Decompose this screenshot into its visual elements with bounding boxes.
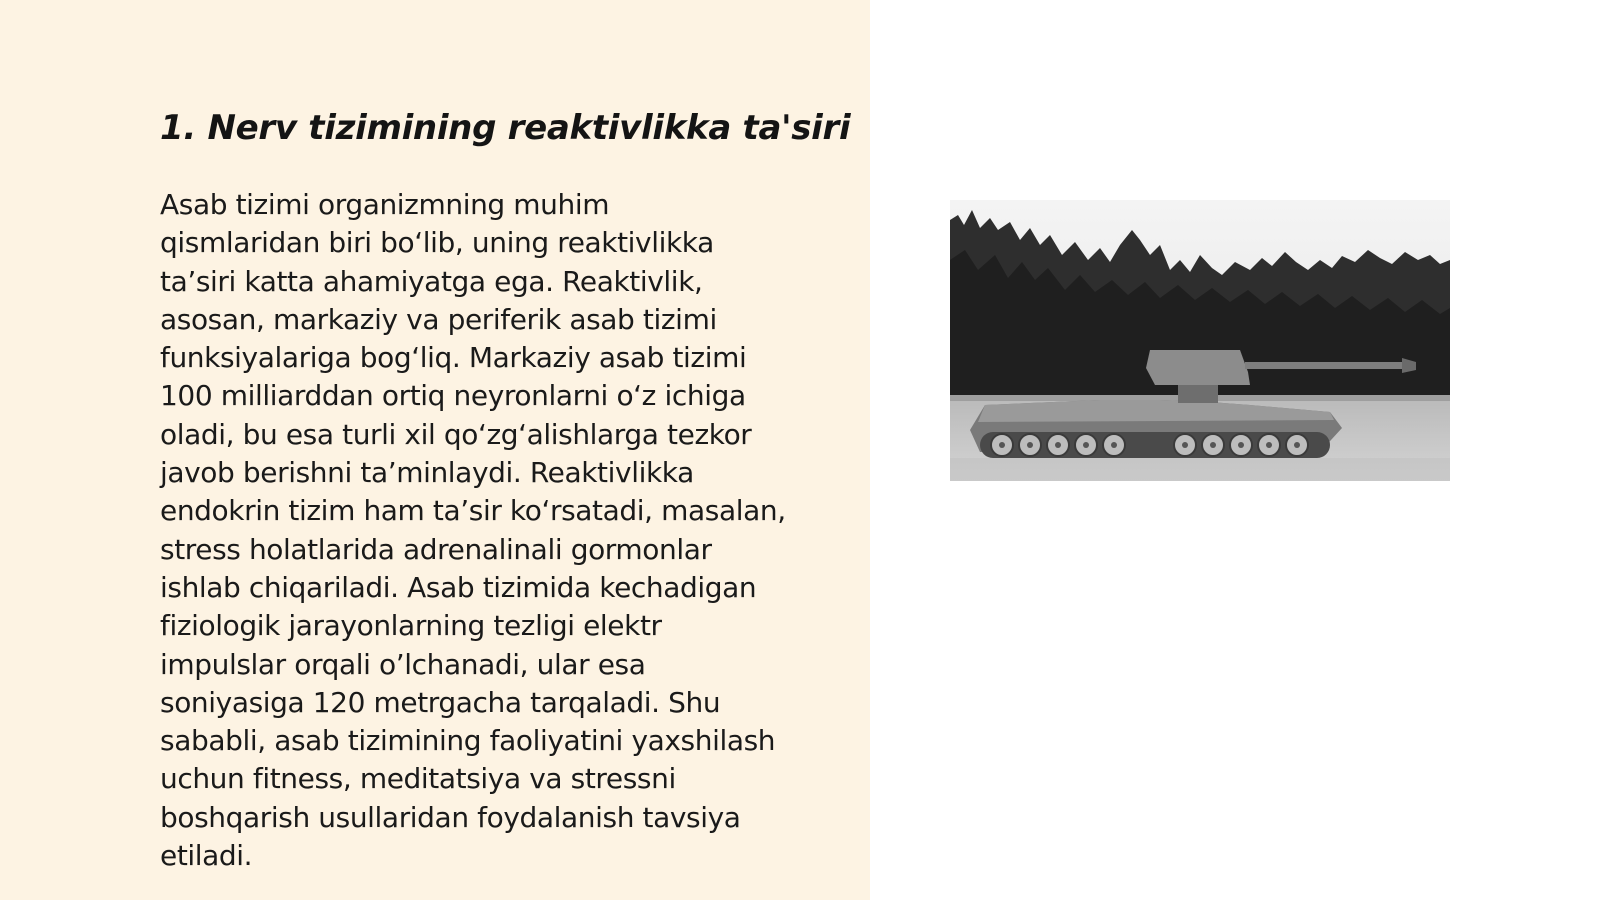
body-line: sababli, asab tizimining faoliyatini yaxshilash xyxy=(160,724,776,758)
tank-photo xyxy=(950,200,1450,481)
body-line: javob berishni ta’minlaydi. Reaktivlikka xyxy=(160,456,694,490)
body-line: Asab tizimi organizmning muhim xyxy=(160,188,610,221)
body-line: asosan, markaziy va periferik asab tizimi xyxy=(160,302,717,336)
body-line: qismlaridan biri bo‘lib, uning reaktivlikka xyxy=(160,226,714,260)
body-line: ishlab chiqariladi. Asab tizimida kechadigan xyxy=(160,570,757,604)
body-line: endokrin tizim ham ta’sir ko‘rsatadi, masalan, xyxy=(160,494,786,528)
slide-body-text xyxy=(160,186,850,875)
body-line: stress holatlarida adrenalinali gormonlar xyxy=(160,532,712,566)
body-line: oladi, bu esa turli xil qo‘zg‘alishlarga tezkor xyxy=(160,417,752,451)
body-line: fiziologik jarayonlarning tezligi elektr xyxy=(160,609,662,643)
body-line: funksiyalariga bog‘liq. Markaziy asab tizimi xyxy=(160,341,747,375)
body-line: etiladi. xyxy=(160,839,253,873)
slide-title: 1. Nerv tizimining reaktivlikka ta'siri xyxy=(160,108,851,148)
body-line: 100 milliarddan ortiq neyronlarni o‘z ichiga xyxy=(160,379,746,413)
body-line: uchun fitness, meditatsiya va stressni xyxy=(160,762,676,796)
body-line: soniyasiga 120 metrgacha tarqaladi. Shu xyxy=(160,685,721,719)
body-line: impulslar orqali o’lchanadi, ular esa xyxy=(160,647,646,681)
body-line: ta’siri katta ahamiyatga ega. Reaktivlik, xyxy=(160,264,703,298)
body-line: boshqarish usullaridan foydalanish tavsiya xyxy=(160,800,741,834)
